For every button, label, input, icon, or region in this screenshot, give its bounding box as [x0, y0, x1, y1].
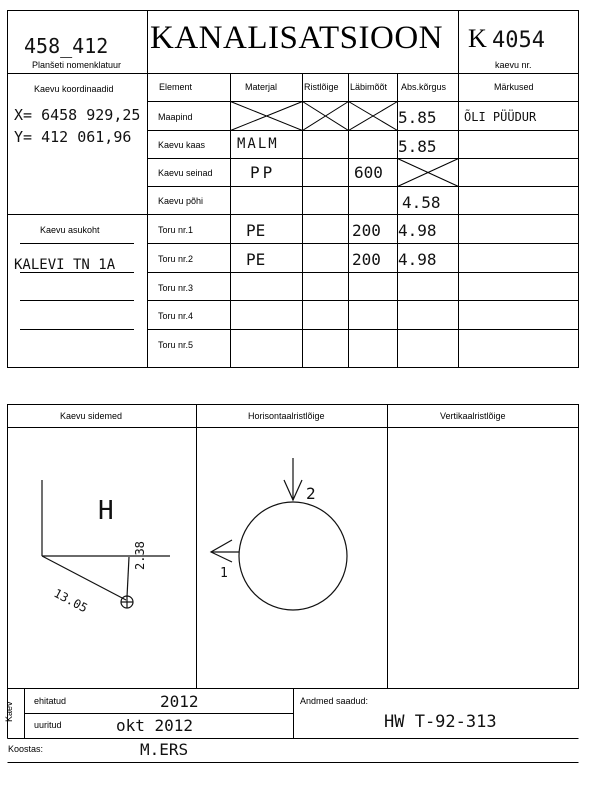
author-label: Koostas:	[8, 744, 44, 754]
cell-material: PP	[250, 163, 276, 182]
cell-diameter: 200	[352, 221, 381, 240]
cell-abs-height: 4.98	[398, 221, 437, 240]
coordinates-label: Kaevu koordinaadid	[34, 84, 114, 94]
row-label: Maapind	[158, 112, 193, 122]
location-label: Kaevu asukoht	[40, 225, 100, 235]
sheet-code: 458_412	[24, 34, 109, 58]
location-value: KALEVI TN 1A	[14, 257, 116, 273]
built-value: 2012	[160, 692, 199, 711]
author-value: M.ERS	[140, 740, 189, 759]
cell-material: MALM	[237, 136, 279, 152]
section-horizontal-title: Horisontaalristlõige	[248, 411, 325, 421]
cell-diameter: 600	[354, 163, 383, 182]
row-label: Kaevu kaas	[158, 140, 206, 150]
data-from-label: Andmed saadud:	[300, 696, 369, 706]
cell-abs-height: 5.85	[398, 137, 437, 156]
row-label: Toru nr.4	[158, 311, 194, 321]
coordinate-y: Y= 412 061,96	[14, 128, 132, 146]
cell-abs-height: 4.98	[398, 250, 437, 269]
well-label: kaevu nr.	[495, 60, 532, 70]
col-header-element: Element	[159, 82, 193, 92]
sketch-distance-2: 2.38	[133, 541, 147, 570]
cell-diameter: 200	[352, 250, 381, 269]
form-title: KANALISATSIOON	[150, 20, 443, 56]
sheet-label: Planšeti nomenklatuur	[32, 60, 122, 70]
cell-remarks: ÕLI PÜÜDUR	[464, 110, 537, 124]
built-label: ehitatud	[34, 696, 67, 706]
sketch-building-label: H	[98, 496, 114, 526]
row-label: Toru nr.5	[158, 340, 194, 350]
surveyed-label: uuritud	[34, 720, 62, 730]
section-ties-title: Kaevu sidemed	[60, 411, 123, 421]
col-header-material: Materjal	[245, 82, 278, 92]
data-from-value: HW T-92-313	[384, 712, 497, 732]
row-label: Toru nr.1	[158, 225, 194, 235]
pipe-1-label: 1	[220, 566, 228, 581]
section-vertical-title: Vertikaalristlõige	[440, 411, 506, 421]
cell-abs-height: 4.58	[402, 193, 441, 212]
col-header-abs-height: Abs.kõrgus	[401, 82, 447, 92]
row-label: Toru nr.2	[158, 254, 194, 264]
well-number: 4054	[492, 28, 545, 53]
well-prefix: K	[468, 24, 487, 53]
col-header-cross-section: Ristlõige	[304, 82, 339, 92]
coordinate-x: X= 6458 929,25	[14, 106, 141, 124]
surveyed-value: okt 2012	[116, 716, 194, 735]
kaev-label: Kaev	[4, 701, 14, 722]
pipe-2-label: 2	[306, 484, 316, 503]
row-label: Kaevu põhi	[158, 196, 204, 206]
col-header-remarks: Märkused	[494, 82, 534, 92]
row-label: Toru nr.3	[158, 283, 194, 293]
cell-material: PE	[246, 250, 266, 269]
cell-material: PE	[246, 221, 266, 240]
cell-abs-height: 5.85	[398, 108, 437, 127]
sketch-distance-1: 13.05	[51, 586, 90, 616]
col-header-diameter: Läbimõõt	[350, 82, 388, 92]
row-label: Kaevu seinad	[158, 168, 213, 178]
